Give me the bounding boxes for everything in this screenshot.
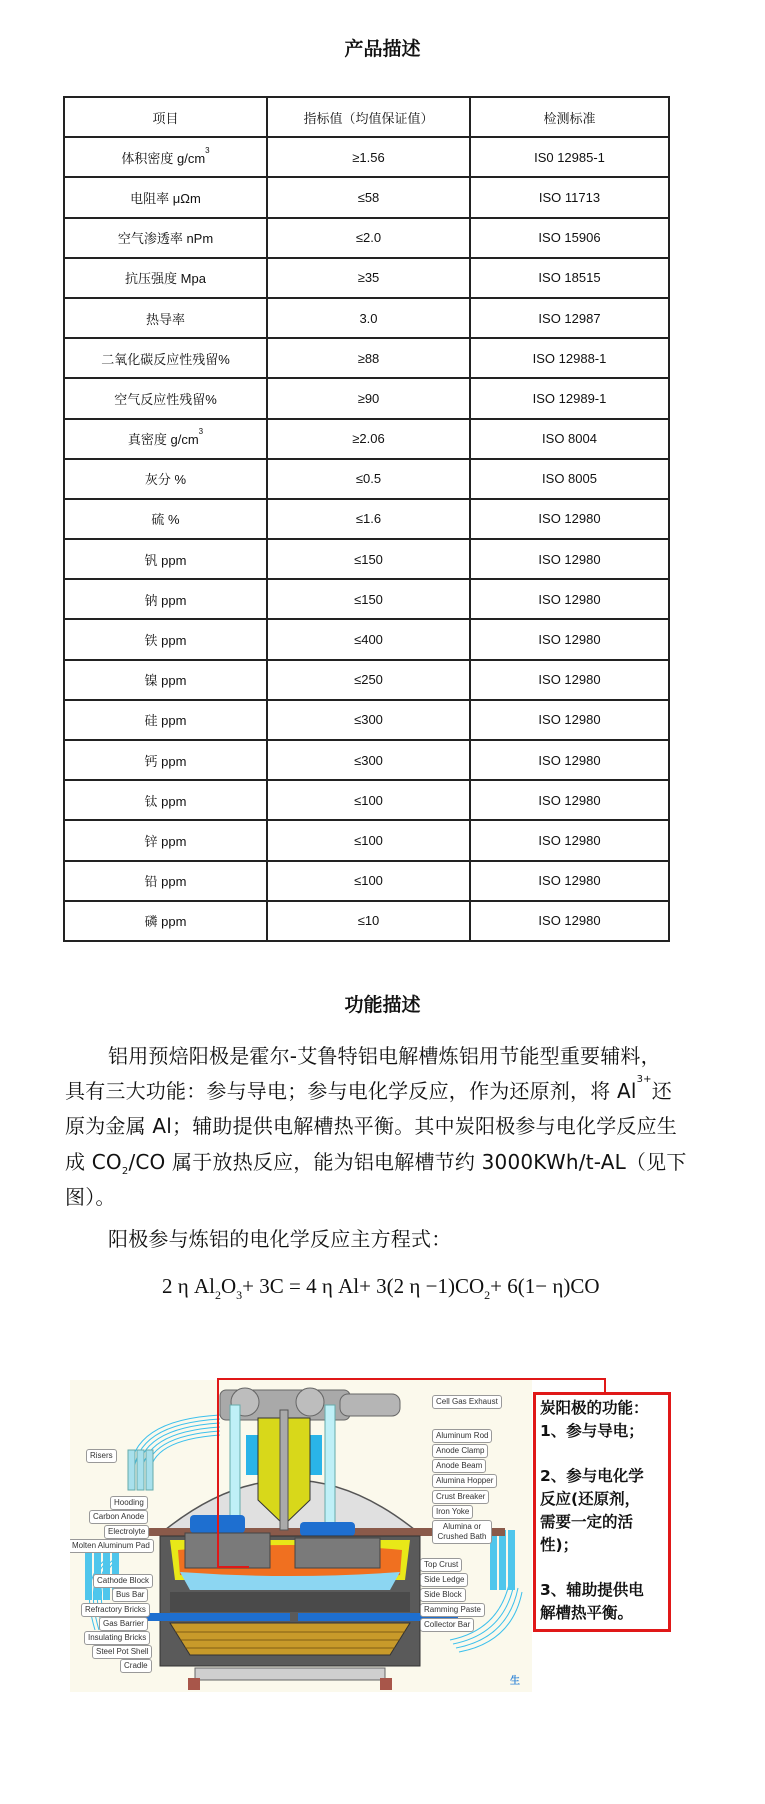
item-cell (64, 579, 267, 619)
item-cell (64, 619, 267, 659)
label-anode-beam: Anode Beam (432, 1459, 486, 1473)
label-crust-breaker: Crust Breaker (432, 1490, 489, 1504)
label-alumina-crushed-bath: Alumina or Crushed Bath (432, 1520, 492, 1544)
table-row (64, 740, 669, 780)
crust-breaker (280, 1410, 288, 1530)
label-aluminum-rod: Aluminum Rod (432, 1429, 492, 1443)
aluminum-rod-right (325, 1405, 335, 1535)
item-cell (64, 660, 267, 700)
table-row (64, 539, 669, 579)
item-cell (64, 740, 267, 780)
item-cell (64, 700, 267, 740)
value-cell: ≥35 (267, 258, 470, 298)
item-name: 铁 ppm (144, 633, 187, 649)
item-cell (64, 780, 267, 820)
item-name: 空气渗透率 nPm (117, 231, 214, 247)
paragraph-line (65, 1075, 705, 1104)
value-cell: ≥90 (267, 378, 470, 418)
label-cell-gas-exhaust: Cell Gas Exhaust (432, 1395, 502, 1409)
table-row (64, 901, 669, 941)
callout-line-bottom (217, 1566, 249, 1568)
label-cradle: Cradle (120, 1659, 152, 1673)
eq-sub: 2 (484, 1288, 491, 1302)
item-name: 电阻率 μΩm (130, 190, 201, 206)
value-cell: ≤2.0 (267, 218, 470, 258)
callout-item-3: 解槽热平衡。 (540, 1604, 634, 1622)
eq-sub: 3 (236, 1288, 243, 1302)
label-side-ledge: Side Ledge (420, 1573, 468, 1587)
item-name: 真密度 g/cm (127, 432, 199, 448)
label-top-crust: Top Crust (420, 1558, 462, 1572)
table-row (64, 820, 669, 860)
standard-cell: ISO 12980 (470, 619, 669, 659)
eq-part: + 6(1− η)CO (490, 1274, 600, 1298)
label-alumina-hopper: Alumina Hopper (432, 1474, 497, 1488)
table-row (64, 700, 669, 740)
table-row (64, 619, 669, 659)
value-cell: ≥88 (267, 338, 470, 378)
standard-cell: ISO 12980 (470, 700, 669, 740)
label-cathode-block: Cathode Block (93, 1574, 153, 1588)
standard-cell: ISO 12980 (470, 780, 669, 820)
item-name: 铅 ppm (144, 874, 187, 890)
label-iron-yoke: Iron Yoke (432, 1505, 473, 1519)
item-name: 灰分 % (144, 472, 187, 488)
standard-cell: ISO 12980 (470, 539, 669, 579)
value-cell: ≤100 (267, 780, 470, 820)
insulating-bricks (170, 1623, 410, 1655)
item-name: 镍 ppm (144, 673, 187, 689)
item-name: 钠 ppm (144, 592, 187, 608)
callout-item-2: 性)； (540, 1536, 579, 1554)
table-row (64, 298, 669, 338)
table-row (64, 861, 669, 901)
standard-cell: ISO 8004 (470, 419, 669, 459)
value-cell: ≤150 (267, 539, 470, 579)
label-collector-bar: Collector Bar (420, 1618, 474, 1632)
table-row (64, 137, 669, 177)
item-unit-superscript: 3 (205, 145, 210, 155)
riser-bar (146, 1450, 153, 1490)
item-name: 空气反应性残留% (114, 391, 217, 407)
table-row (64, 419, 669, 459)
item-cell (64, 137, 267, 177)
item-cell (64, 298, 267, 338)
value-cell: ≤0.5 (267, 459, 470, 499)
table-row (64, 579, 669, 619)
label-hooding: Hooding (110, 1496, 148, 1510)
item-name: 二氧化碳反应性残留% (101, 351, 230, 367)
chemical-equation (162, 1274, 600, 1302)
standard-cell: ISO 11713 (470, 177, 669, 217)
paragraph-line: 原为金属 Al；辅助提供电解槽热平衡。其中炭阳极参与电化学反应生 (65, 1114, 677, 1138)
label-refractory-bricks: Refractory Bricks (81, 1603, 150, 1617)
electrolytic-cell-diagram (70, 1380, 532, 1692)
value-cell: ≤1.6 (267, 499, 470, 539)
item-name: 磷 ppm (144, 914, 187, 930)
label-steel-pot-shell: Steel Pot Shell (92, 1645, 152, 1659)
paragraph-line: 铝用预焙阳极是霍尔-艾鲁特铝电解槽炼铝用节能型重要辅料， (108, 1044, 661, 1068)
standard-cell: IS0 12985-1 (470, 137, 669, 177)
standard-cell: ISO 15906 (470, 218, 669, 258)
value-cell: ≤10 (267, 901, 470, 941)
value-cell: ≤150 (267, 579, 470, 619)
eq-part: + 3C = 4 η Al+ 3(2 η −1)CO (242, 1274, 485, 1298)
value-cell: 3.0 (267, 298, 470, 338)
item-name: 抗压强度 Mpa (125, 271, 206, 287)
label-risers: Risers (86, 1449, 117, 1463)
callout-item-1: 1、参与导电； (540, 1422, 644, 1440)
item-name: 硫 % (151, 512, 180, 528)
superscript: 3+ (636, 1074, 652, 1085)
item-name: 钙 ppm (144, 753, 187, 769)
eq-part: O (220, 1274, 237, 1298)
item-cell (64, 820, 267, 860)
standard-cell: ISO 12989-1 (470, 378, 669, 418)
carbon-anode-left (185, 1533, 270, 1568)
value-cell: ≤100 (267, 861, 470, 901)
watermark-logo: 生 (510, 1676, 520, 1687)
table-row (64, 338, 669, 378)
item-name: 钛 ppm (144, 793, 187, 809)
value-cell: ≤250 (267, 660, 470, 700)
standard-cell: ISO 12980 (470, 901, 669, 941)
standard-cell: ISO 12980 (470, 740, 669, 780)
callout-line-left (217, 1378, 219, 1568)
label-insulating-bricks: Insulating Bricks (84, 1631, 150, 1645)
riser-bar (499, 1530, 506, 1590)
item-unit-superscript: 3 (198, 427, 204, 437)
table-row (64, 258, 669, 298)
table-row (64, 218, 669, 258)
item-cell (64, 338, 267, 378)
item-cell (64, 258, 267, 298)
table-header-row (64, 97, 669, 137)
item-cell (64, 459, 267, 499)
spec-table (63, 96, 670, 942)
label-side-block: Side Block (420, 1588, 466, 1602)
label-gas-barrier: Gas Barrier (99, 1617, 148, 1631)
product-description-title: 产品描述 (344, 38, 421, 60)
text: 还 (651, 1079, 672, 1103)
riser-bar (137, 1450, 144, 1490)
table-header-cell: 指标值（均值保证值） (267, 97, 470, 137)
callout-line-drop (604, 1378, 606, 1393)
bus-bar-left (130, 1613, 290, 1621)
eq-sub: 2 (214, 1288, 221, 1302)
subscript: 2 (121, 1166, 129, 1177)
value-cell: ≤100 (267, 820, 470, 860)
item-cell (64, 901, 267, 941)
standard-cell: ISO 12980 (470, 579, 669, 619)
standard-cell: ISO 12980 (470, 660, 669, 700)
callout-item-2: 需要一定的活 (540, 1513, 634, 1531)
value-cell: ≥2.06 (267, 419, 470, 459)
standard-cell: ISO 12980 (470, 820, 669, 860)
label-bus-bar: Bus Bar (112, 1588, 148, 1602)
standard-cell: ISO 12980 (470, 861, 669, 901)
item-cell (64, 378, 267, 418)
standard-cell: ISO 12988-1 (470, 338, 669, 378)
exhaust-pipe (340, 1394, 400, 1416)
cradle (195, 1668, 385, 1680)
table-row (64, 780, 669, 820)
callout-line-top (217, 1378, 606, 1380)
item-cell (64, 499, 267, 539)
table-row (64, 378, 669, 418)
paragraph-line (65, 1146, 705, 1175)
callout-item-3: 3、辅助提供电 (540, 1581, 644, 1599)
label-electrolyte: Electrolyte (104, 1525, 149, 1539)
item-cell (64, 419, 267, 459)
standard-cell: ISO 18515 (470, 258, 669, 298)
table-header-cell: 检测标准 (470, 97, 669, 137)
item-cell (64, 177, 267, 217)
riser-bar (508, 1530, 515, 1590)
standard-cell: ISO 12980 (470, 499, 669, 539)
riser-bar (128, 1450, 135, 1490)
value-cell: ≤58 (267, 177, 470, 217)
standard-cell: ISO 12987 (470, 298, 669, 338)
eq-part: 2 η Al (162, 1274, 215, 1298)
anode-function-callout (533, 1392, 671, 1632)
callout-heading: 炭阳极的功能： (540, 1399, 649, 1417)
item-cell (64, 861, 267, 901)
item-cell (64, 539, 267, 579)
standard-cell: ISO 8005 (470, 459, 669, 499)
callout-item-2: 反应(还原剂， (540, 1490, 641, 1508)
label-molten-aluminum-pad: Molten Aluminum Pad (70, 1539, 154, 1553)
table-row (64, 660, 669, 700)
value-cell: ≥1.56 (267, 137, 470, 177)
table-header-cell: 项目 (64, 97, 267, 137)
text: /CO 属于放热反应，能为铝电解槽节约 3000KWh/t-AL（见下 (128, 1150, 687, 1174)
item-name: 热导率 (145, 311, 185, 327)
item-name: 锌 ppm (144, 833, 187, 849)
value-cell: ≤400 (267, 619, 470, 659)
text: 具有三大功能：参与导电；参与电化学反应，作为还原剂，将 Al (65, 1079, 637, 1103)
anode-clamp-right (300, 1522, 355, 1536)
table-row (64, 177, 669, 217)
item-name: 体积密度 g/cm (121, 150, 206, 166)
label-carbon-anode: Carbon Anode (89, 1510, 148, 1524)
equation-intro: 阳极参与炼铝的电化学反应主方程式： (108, 1227, 452, 1251)
table-row (64, 459, 669, 499)
text: 成 CO (65, 1150, 122, 1174)
callout-item-2: 2、参与电化学 (540, 1467, 644, 1485)
carbon-anode-right (295, 1538, 380, 1568)
label-ramming-paste: Ramming Paste (420, 1603, 485, 1617)
value-cell: ≤300 (267, 740, 470, 780)
paragraph-line: 图）。 (65, 1185, 116, 1209)
value-cell: ≤300 (267, 700, 470, 740)
item-name: 钒 ppm (144, 552, 187, 568)
item-name: 硅 ppm (144, 713, 187, 729)
cathode-block (170, 1592, 410, 1612)
function-description-title: 功能描述 (344, 994, 421, 1016)
label-anode-clamp: Anode Clamp (432, 1444, 488, 1458)
table-row (64, 499, 669, 539)
item-cell (64, 218, 267, 258)
